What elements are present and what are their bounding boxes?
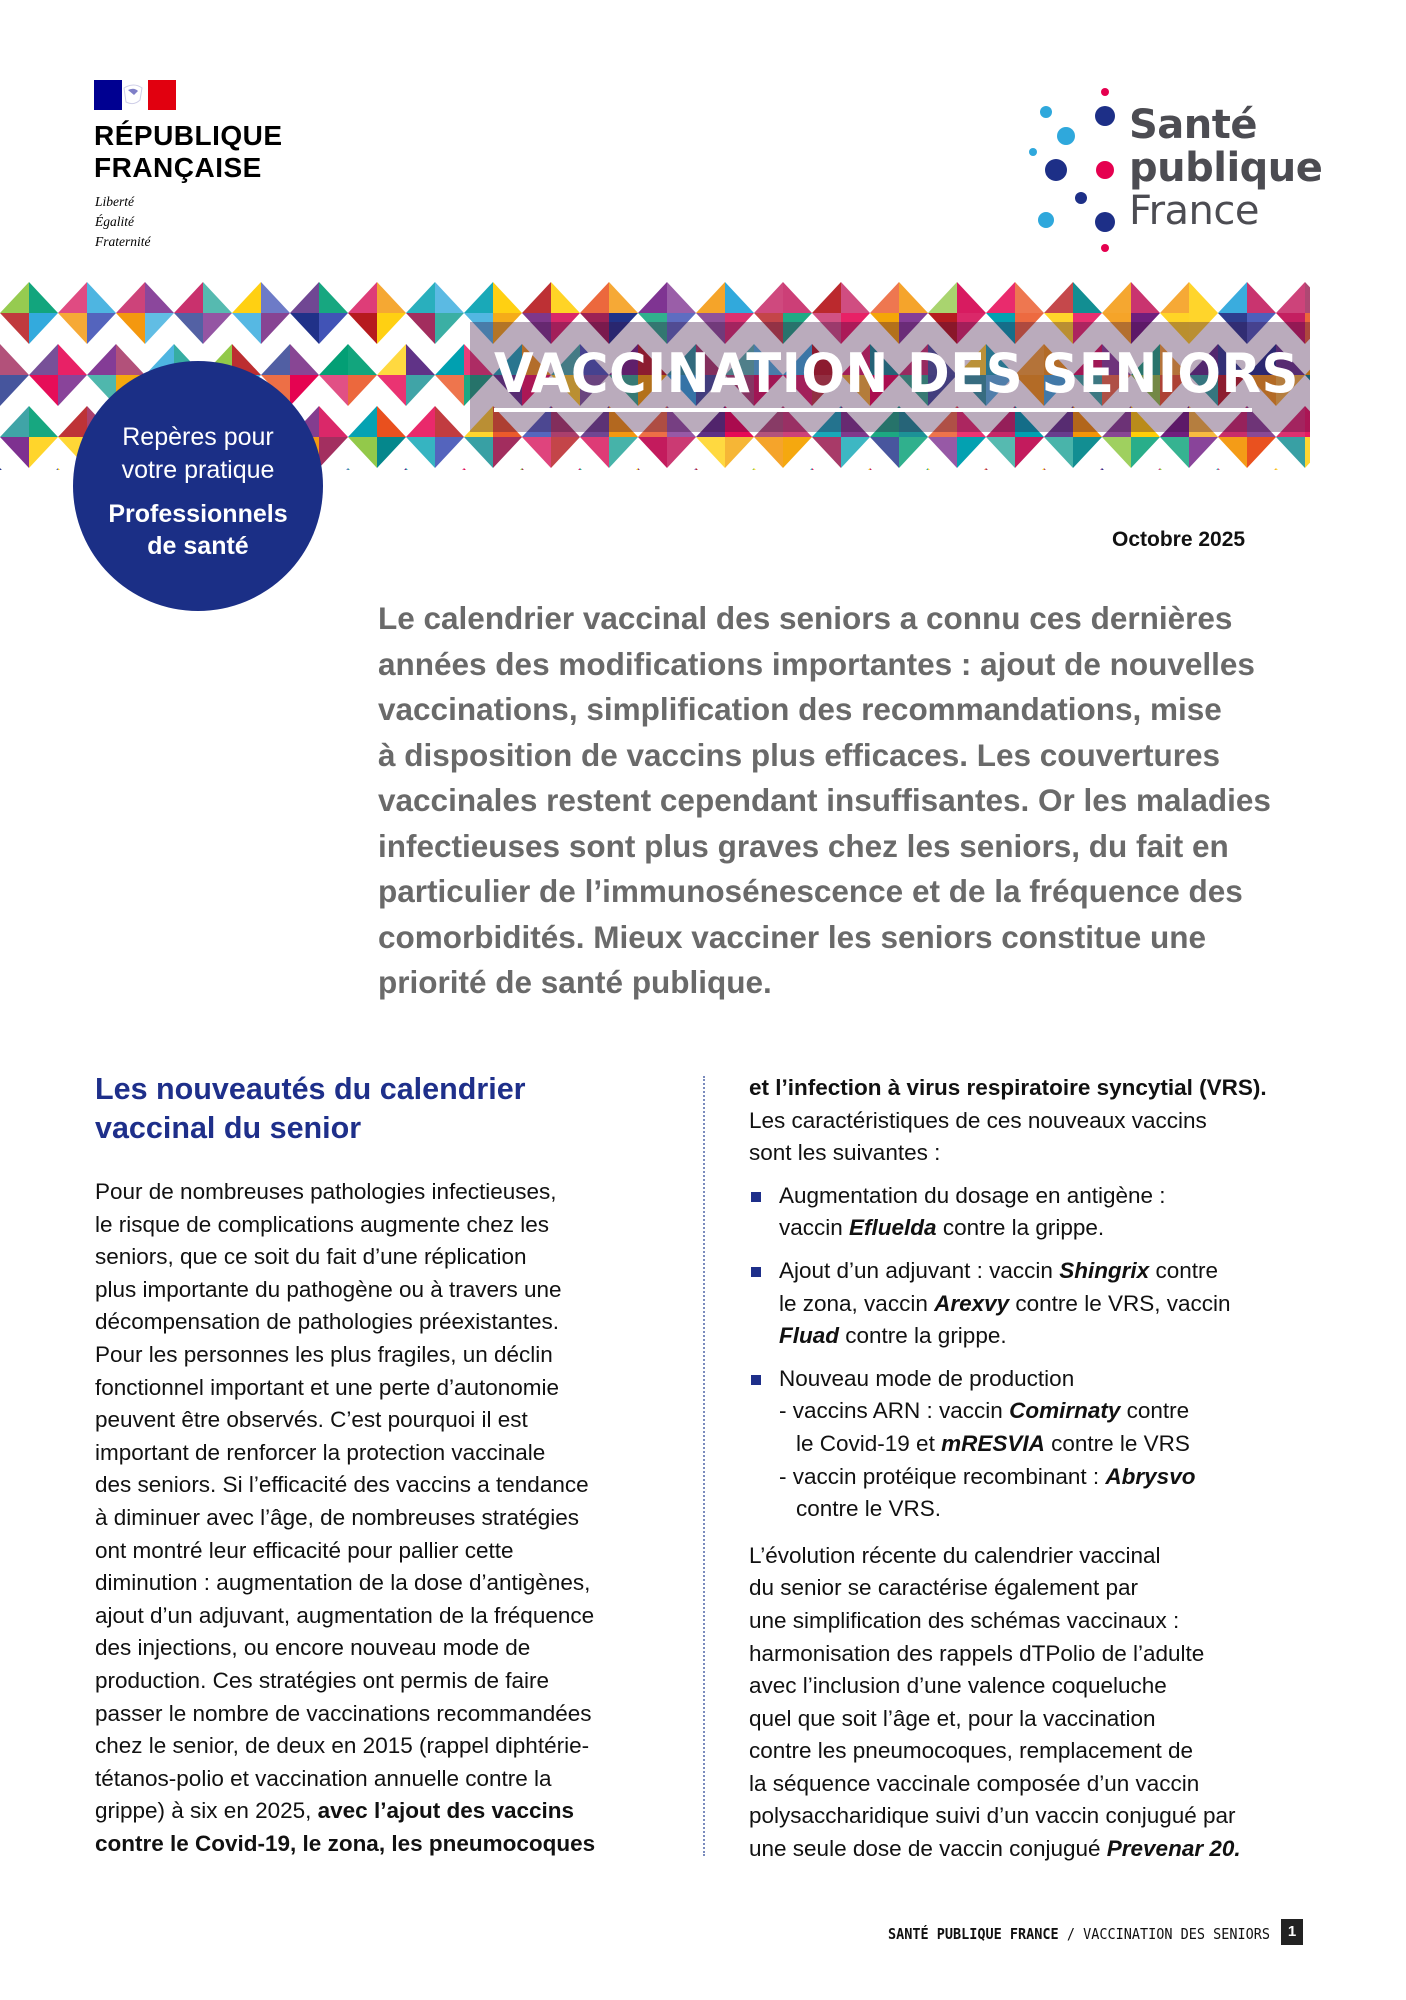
mosaic-tile	[812, 282, 841, 313]
bullet-item-adjuvant	[749, 1255, 1309, 1353]
body-line: une simplification des schémas vaccinaux :	[749, 1607, 1180, 1633]
mosaic-tile	[1218, 282, 1247, 313]
bullet-line	[779, 1461, 1309, 1494]
mosaic-tile	[1189, 437, 1218, 468]
body-line: des injections, ou encore nouveau mode de	[95, 1635, 531, 1661]
mosaic-tile	[377, 313, 406, 344]
intro-line: infectieuses sont plus graves chez les seniors, du fait en	[378, 827, 1229, 864]
mosaic-tile	[174, 282, 203, 313]
bullet-line	[779, 1255, 1309, 1288]
mosaic-tile	[986, 468, 1015, 470]
body-line: diminution : augmentation de la dose d’antigènes,	[95, 1570, 591, 1596]
body-line: du senior se caractérise également par	[749, 1575, 1138, 1601]
mosaic-tile	[551, 282, 580, 313]
mosaic-tile	[406, 406, 435, 437]
mosaic-tile	[174, 313, 203, 344]
mosaic-tile	[1015, 282, 1044, 313]
mosaic-tile	[551, 437, 580, 468]
mosaic-tile	[29, 313, 58, 344]
bullet-line	[779, 1212, 1309, 1245]
mosaic-tile	[609, 282, 638, 313]
mosaic-tile	[232, 282, 261, 313]
intro-line: vaccinales restent cependant insuffisantes. Or les maladies	[378, 782, 1271, 818]
body-line: Les caractéristiques de ces nouveaux vaccins	[749, 1107, 1207, 1133]
body-line: Pour de nombreuses pathologies infectieuses,	[95, 1179, 557, 1204]
body-line: Pour les personnes les plus fragiles, un déclin	[95, 1341, 553, 1367]
mosaic-tile	[1247, 468, 1276, 470]
column-divider	[703, 1076, 705, 1856]
mosaic-tile	[406, 437, 435, 468]
mosaic-tile	[638, 437, 667, 468]
text-span: le zona, vaccin	[779, 1290, 935, 1316]
mosaic-tile	[1073, 437, 1102, 468]
sante-publique-france-logo	[1008, 86, 1323, 256]
mosaic-tile	[435, 313, 464, 344]
mosaic-tile	[87, 344, 116, 375]
mosaic-tile	[348, 437, 377, 468]
motto-liberte: Liberté	[95, 194, 134, 209]
mosaic-tile	[87, 282, 116, 313]
body-span-bold: avec l’ajout des vaccins	[317, 1798, 575, 1824]
body-line: harmonisation des rappels dTPolio de l’adulte	[749, 1640, 1205, 1666]
vaccine-name: Efluelda	[849, 1215, 937, 1241]
spf-line2: publique	[1129, 145, 1323, 191]
body-line: L’évolution récente du calendrier vaccinal	[749, 1542, 1161, 1568]
mosaic-tile	[116, 344, 145, 375]
mosaic-tile	[116, 282, 145, 313]
intro-line: vaccinations, simplification des recommandations, mise	[378, 691, 1222, 727]
mosaic-tile	[870, 437, 899, 468]
text-span: contre la grippe.	[839, 1323, 1007, 1349]
mosaic-tile	[29, 375, 58, 406]
rf-line1: RÉPUBLIQUE	[94, 120, 283, 151]
text-span: contre	[1149, 1257, 1218, 1283]
mosaic-tile	[841, 282, 870, 313]
spf-line1: Santé	[1129, 102, 1258, 148]
mosaic-tile	[1015, 468, 1044, 470]
mosaic-tile	[0, 313, 29, 344]
bullet-square-icon	[751, 1192, 761, 1202]
mosaic-tile	[348, 282, 377, 313]
text-span: - vaccin protéique recombinant :	[779, 1463, 1106, 1489]
bullet-item-dosage	[749, 1180, 1309, 1245]
spf-line3: France	[1129, 188, 1260, 234]
bullet-square-icon	[751, 1375, 761, 1385]
intro-line: comorbidités. Mieux vacciner les seniors constitue une	[378, 918, 1207, 955]
mosaic-tile	[319, 282, 348, 313]
mosaic-tile	[58, 344, 87, 375]
mosaic-tile	[1044, 468, 1073, 470]
mosaic-tile	[638, 282, 667, 313]
text-span: contre le VRS	[1044, 1430, 1190, 1456]
mosaic-tile	[638, 468, 667, 470]
text-span: vaccin	[779, 1215, 850, 1241]
mosaic-tile	[1189, 282, 1218, 313]
mosaic-tile	[1189, 468, 1218, 470]
mosaic-tile	[29, 406, 58, 437]
bullet-line	[779, 1395, 1309, 1428]
mosaic-tile	[0, 282, 29, 313]
banner-title: VACCINATION DES SENIORS	[494, 342, 1299, 405]
bullet-line	[779, 1428, 1309, 1461]
mosaic-tile	[203, 282, 232, 313]
vaccine-name: mRESVIA	[941, 1430, 1045, 1456]
bullet-line: Nouveau mode de production	[779, 1365, 1075, 1391]
mosaic-tile	[812, 437, 841, 468]
mosaic-tile	[0, 375, 29, 406]
mosaic-tile	[1131, 282, 1160, 313]
mosaic-tile	[435, 344, 464, 375]
mosaic-tile	[29, 344, 58, 375]
bullet-line: contre le VRS.	[796, 1496, 942, 1522]
mosaic-tile	[261, 282, 290, 313]
mosaic-tile	[1247, 437, 1276, 468]
motto-egalite: Égalité	[95, 214, 134, 229]
mosaic-tile	[232, 313, 261, 344]
text-span: le Covid-19 et	[796, 1430, 942, 1456]
mosaic-tile	[1276, 437, 1305, 468]
body-line: important de renforcer la protection vaccinale	[95, 1439, 546, 1465]
mosaic-tile	[348, 406, 377, 437]
mosaic-tile	[1160, 468, 1189, 470]
mosaic-tile	[406, 282, 435, 313]
mosaic-tile	[406, 313, 435, 344]
mosaic-tile	[754, 282, 783, 313]
text-span: contre le VRS, vaccin	[1009, 1290, 1231, 1316]
mosaic-tile	[1160, 282, 1189, 313]
mosaic-tile	[783, 282, 812, 313]
mosaic-tile	[203, 313, 232, 344]
mosaic-tile	[0, 406, 29, 437]
mosaic-tile	[1218, 437, 1247, 468]
mosaic-tile	[928, 282, 957, 313]
badge-line2a: Professionnels	[108, 500, 288, 528]
section-title-line: Les nouveautés du calendrier	[95, 1072, 526, 1106]
mosaic-tile	[377, 468, 406, 470]
body-line: à diminuer avec l’âge, de nombreuses stratégies	[95, 1504, 580, 1530]
mosaic-tile	[319, 344, 348, 375]
mosaic-tile	[667, 468, 696, 470]
mosaic-tile	[1276, 468, 1305, 470]
body-line: quel que soit l’âge et, pour la vaccination	[749, 1705, 1156, 1731]
mosaic-tile	[406, 468, 435, 470]
mosaic-tile	[783, 468, 812, 470]
mosaic-tile	[0, 468, 29, 470]
body-line-bold: contre le Covid-19, le zona, les pneumocoques	[95, 1830, 596, 1856]
mosaic-tile	[29, 282, 58, 313]
mosaic-tile	[29, 468, 58, 470]
mosaic-tile	[957, 468, 986, 470]
mosaic-tile	[290, 344, 319, 375]
mosaic-tile	[1305, 282, 1310, 313]
mosaic-tile	[145, 313, 174, 344]
mosaic-tile	[377, 282, 406, 313]
mosaic-tile	[754, 437, 783, 468]
vaccine-name: Arexvy	[934, 1290, 1010, 1316]
mosaic-tile	[464, 282, 493, 313]
mosaic-tile	[580, 282, 609, 313]
footer-doc-title: VACCINATION DES SENIORS	[1083, 1925, 1271, 1943]
left-column	[95, 1070, 665, 1860]
badge-line1a: Repères pour	[122, 423, 274, 451]
banner-title-underline	[494, 408, 1252, 412]
mosaic-tile	[522, 282, 551, 313]
text-span: Ajout d’un adjuvant : vaccin	[779, 1257, 1060, 1283]
mosaic-tile	[667, 282, 696, 313]
mosaic-tile	[290, 375, 319, 406]
footer-separator: /	[1058, 1925, 1084, 1943]
body-line: des seniors. Si l’efficacité des vaccins a tendance	[95, 1472, 589, 1498]
mosaic-tile	[435, 406, 464, 437]
mosaic-tile	[493, 468, 522, 470]
mosaic-tile	[319, 468, 348, 470]
mosaic-tile	[1073, 282, 1102, 313]
mosaic-tile	[0, 437, 29, 468]
mosaic-tile	[870, 282, 899, 313]
republique-francaise-wordmark	[94, 120, 283, 184]
mosaic-tile	[609, 468, 638, 470]
intro-line: priorité de santé publique.	[378, 964, 772, 1000]
body-line: plus importante du pathogène ou à travers une	[95, 1276, 562, 1302]
vaccine-name: Abrysvo	[1105, 1463, 1196, 1489]
intro-line: Le calendrier vaccinal des seniors a connu ces dernières	[378, 600, 1233, 636]
rf-line2: FRANÇAISE	[94, 152, 262, 183]
evolution-paragraph	[749, 1540, 1309, 1866]
vaccine-name: Shingrix	[1059, 1257, 1150, 1283]
mosaic-tile	[493, 282, 522, 313]
mosaic-tile	[145, 282, 174, 313]
mosaic-tile	[957, 282, 986, 313]
mosaic-tile	[348, 313, 377, 344]
mosaic-tile	[348, 468, 377, 470]
mosaic-tile	[377, 437, 406, 468]
spf-wordmark	[1129, 104, 1322, 233]
mosaic-tile	[435, 468, 464, 470]
mosaic-tile	[58, 375, 87, 406]
mosaic-tile	[696, 282, 725, 313]
mosaic-tile	[406, 344, 435, 375]
mosaic-tile	[493, 437, 522, 468]
mosaic-tile	[290, 313, 319, 344]
mosaic-tile	[1305, 468, 1310, 470]
mosaic-tile	[580, 468, 609, 470]
mosaic-tile	[1305, 437, 1310, 468]
right-column	[749, 1072, 1309, 1866]
mosaic-tile	[1044, 282, 1073, 313]
body-span: grippe) à six en 2025,	[95, 1798, 318, 1824]
mosaic-tile	[1218, 468, 1247, 470]
bullet-line: Augmentation du dosage en antigène :	[779, 1182, 1166, 1208]
badge-line2b: de santé	[147, 532, 249, 560]
page-number: 1	[1281, 1919, 1303, 1945]
text-span: - vaccins ARN : vaccin	[779, 1398, 1010, 1424]
body-line: production. Ces stratégies ont permis de faire	[95, 1667, 549, 1693]
badge-reperes	[73, 421, 323, 487]
motto-fraternite: Fraternité	[95, 234, 151, 249]
mosaic-tile	[841, 437, 870, 468]
mosaic-tile	[696, 468, 725, 470]
bullet-line	[779, 1320, 1309, 1353]
mosaic-tile	[754, 468, 783, 470]
mosaic-tile	[986, 437, 1015, 468]
mosaic-tile	[957, 437, 986, 468]
mosaic-tile	[899, 468, 928, 470]
mosaic-tile	[377, 375, 406, 406]
vaccine-name: Comirnaty	[1009, 1398, 1121, 1424]
badge-line1b: votre pratique	[121, 456, 275, 484]
body-line: contre les pneumocoques, remplacement de	[749, 1738, 1194, 1764]
mosaic-tile	[319, 406, 348, 437]
mosaic-tile	[319, 313, 348, 344]
mosaic-tile	[928, 468, 957, 470]
body-line	[95, 1795, 665, 1828]
republique-francaise-logo	[94, 80, 314, 255]
body-line: sont les suivantes :	[749, 1140, 941, 1166]
text-span: contre la grippe.	[936, 1215, 1105, 1241]
mosaic-tile	[725, 282, 754, 313]
rf-motto	[95, 192, 151, 252]
mosaic-tile	[58, 313, 87, 344]
mosaic-tile	[725, 468, 754, 470]
body-line: polysaccharidique suivi d’un vaccin conjugué par	[749, 1803, 1236, 1829]
body-line: chez le senior, de deux en 2015 (rappel diphtérie-	[95, 1733, 590, 1759]
mosaic-tile	[1073, 468, 1102, 470]
mosaic-tile	[116, 313, 145, 344]
mosaic-tile	[667, 437, 696, 468]
intro-line: particulier de l’immunosénescence et de la fréquence des	[378, 873, 1243, 909]
mosaic-tile	[319, 375, 348, 406]
body-line	[749, 1833, 1309, 1866]
mosaic-tile	[435, 375, 464, 406]
mosaic-tile	[261, 344, 290, 375]
mosaic-tile	[319, 437, 348, 468]
body-line: peuvent être observés. C’est pourquoi il est	[95, 1407, 528, 1433]
section-title-line: vaccinal du senior	[95, 1111, 362, 1145]
vaccine-name: Prevenar 20.	[1106, 1836, 1241, 1862]
body-line: tétanos-polio et vaccination annuelle contre la	[95, 1765, 552, 1791]
mosaic-tile	[29, 437, 58, 468]
badge-audience	[73, 498, 323, 562]
left-body-text	[95, 1176, 665, 1860]
mosaic-tile	[464, 468, 493, 470]
mosaic-tile	[696, 437, 725, 468]
mosaic-tile	[609, 437, 638, 468]
mosaic-tile	[522, 437, 551, 468]
mosaic-tile	[725, 437, 754, 468]
footer-org: SANTÉ PUBLIQUE FRANCE	[888, 1925, 1059, 1943]
mosaic-tile	[377, 344, 406, 375]
mosaic-tile	[551, 468, 580, 470]
marianne-flag-icon	[94, 80, 176, 110]
body-line: le risque de complications augmente chez les	[95, 1211, 549, 1237]
mosaic-tile	[464, 437, 493, 468]
mosaic-tile	[899, 437, 928, 468]
publication-date: Octobre 2025	[1112, 528, 1246, 551]
mosaic-tile	[0, 344, 29, 375]
mosaic-tile	[261, 313, 290, 344]
mosaic-tile	[522, 468, 551, 470]
bullet-item-production	[749, 1363, 1309, 1526]
mosaic-tile	[812, 468, 841, 470]
mosaic-tile	[1247, 282, 1276, 313]
mosaic-tile	[841, 468, 870, 470]
mosaic-tile	[783, 437, 812, 468]
body-line-bold: et l’infection à virus respiratoire syncytial (VRS).	[749, 1075, 1267, 1100]
audience-badge	[73, 361, 323, 611]
body-line: la séquence vaccinale composée d’un vaccin	[749, 1770, 1200, 1796]
body-line: ont montré leur efficacité pour pallier cette	[95, 1537, 514, 1563]
text-span: une seule dose de vaccin conjugué	[749, 1836, 1107, 1862]
mosaic-tile	[435, 282, 464, 313]
mosaic-tile	[435, 437, 464, 468]
mosaic-tile	[377, 406, 406, 437]
body-line: ajout d’un adjuvant, augmentation de la fréquence	[95, 1602, 595, 1628]
mosaic-tile	[870, 468, 899, 470]
intro-paragraph	[378, 596, 1333, 1006]
spf-dots-icon	[1008, 86, 1118, 256]
body-line: seniors, que ce soit du fait d’une réplication	[95, 1244, 527, 1270]
text-span: contre	[1120, 1398, 1190, 1424]
mosaic-tile	[1015, 437, 1044, 468]
vaccine-name: Fluad	[779, 1323, 839, 1349]
mosaic-tile	[58, 282, 87, 313]
mosaic-tile	[348, 344, 377, 375]
intro-line: années des modifications importantes : ajout de nouvelles	[378, 645, 1255, 682]
mosaic-tile	[1102, 437, 1131, 468]
mosaic-tile	[1276, 282, 1305, 313]
mosaic-tile	[348, 375, 377, 406]
section-title	[95, 1070, 665, 1148]
mosaic-tile	[1131, 437, 1160, 468]
mosaic-tile	[1102, 282, 1131, 313]
body-line: passer le nombre de vaccinations recommandées	[95, 1700, 592, 1726]
body-line: décompensation de pathologies préexistantes.	[95, 1309, 560, 1335]
mosaic-tile	[899, 282, 928, 313]
mosaic-tile	[406, 375, 435, 406]
mosaic-tile	[928, 437, 957, 468]
bullet-square-icon	[751, 1267, 761, 1277]
body-line: avec l’inclusion d’une valence coqueluche	[749, 1673, 1167, 1699]
page-footer	[888, 1925, 1270, 1943]
mosaic-tile	[290, 282, 319, 313]
body-line: fonctionnel important et une perte d’autonomie	[95, 1374, 560, 1400]
mosaic-tile	[1102, 468, 1131, 470]
mosaic-tile	[87, 313, 116, 344]
mosaic-tile	[580, 437, 609, 468]
bullet-line	[779, 1288, 1309, 1321]
mosaic-tile	[1044, 437, 1073, 468]
mosaic-tile	[1131, 468, 1160, 470]
mosaic-tile	[986, 282, 1015, 313]
mosaic-tile	[1160, 437, 1189, 468]
intro-line: à disposition de vaccins plus efficaces. Les couvertures	[378, 736, 1221, 773]
